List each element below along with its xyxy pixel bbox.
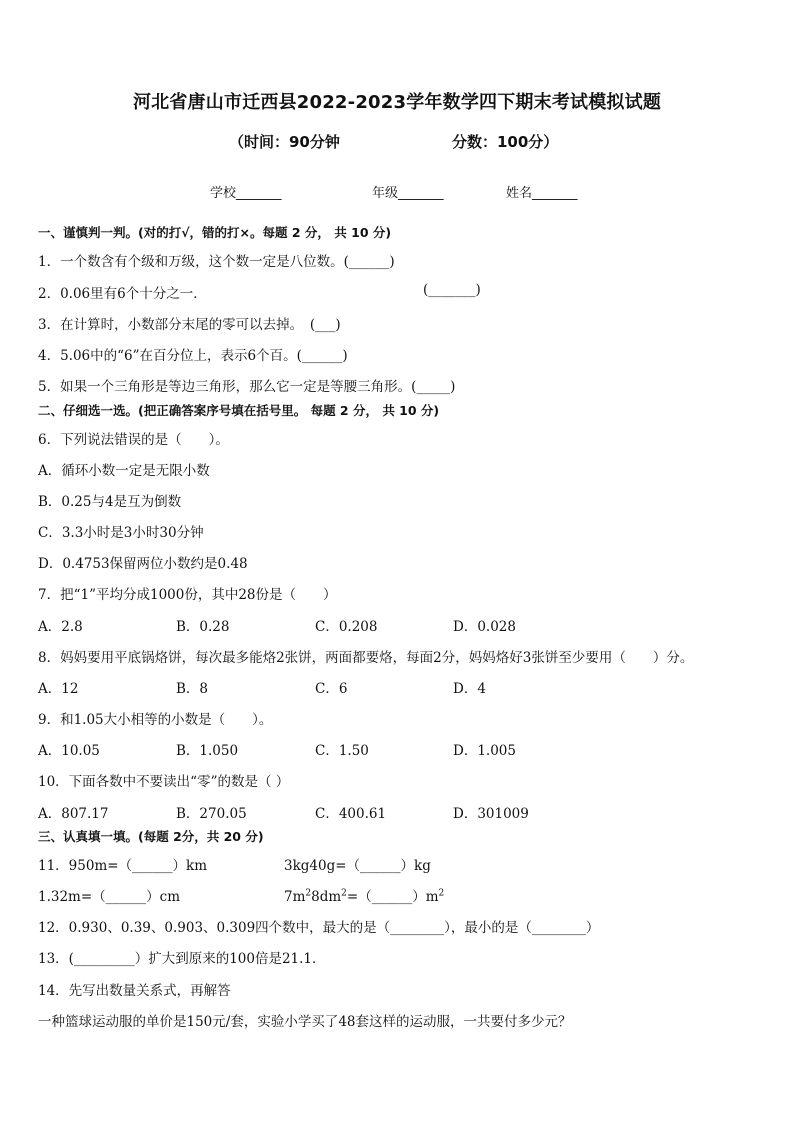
q9-option-b: B．1.050 — [176, 743, 239, 759]
question-6: 6．下列说法错误的是（ ）。 — [38, 432, 229, 448]
q9-option-c: C．1.50 — [315, 743, 369, 759]
question-10: 10．下面各数中不要读出“零”的数是（ ） — [38, 774, 290, 790]
q7-option-d: D．0.028 — [453, 619, 516, 635]
question-9: 9．和1.05大小相等的小数是（ ）。 — [38, 712, 273, 728]
q11d-sup1: 2 — [305, 888, 312, 899]
school-field: 学校_______ — [210, 186, 282, 201]
question-11b: 3kg40g=（______）kg — [284, 858, 431, 874]
exam-time: （时间：90分钟 — [229, 133, 340, 151]
question-4: 4．5.06中的“6”在百分位上，表示6个百。(______) — [38, 348, 348, 364]
question-8: 8．妈妈要用平底锅烙饼，每次最多能烙2张饼，两面都要烙，每面2分，妈妈烙好3张饼至少要用（ ）分。 — [38, 650, 694, 666]
q11d-sup3: 2 — [438, 888, 445, 899]
q8-option-d: D．4 — [453, 681, 486, 697]
question-11d — [284, 885, 444, 905]
q11d-part3: =（______）m — [346, 889, 439, 905]
section1-heading: 一、谨慎判一判。(对的打√，错的打×。每题 2 分， 共 10 分) — [38, 225, 392, 240]
question-1: 1．一个数含有个级和万级，这个数一定是八位数。(______) — [38, 254, 395, 270]
q9-option-d: D．1.005 — [453, 743, 516, 759]
grade-field: 年级_______ — [372, 186, 444, 201]
name-field: 姓名_______ — [506, 186, 578, 201]
q6-option-d: D．0.4753保留两位小数约是0.48 — [38, 556, 248, 572]
section2-heading: 二、仔细选一选。(把正确答案序号填在括号里。 每题 2 分， 共 10 分) — [38, 403, 440, 418]
question-12: 12．0.930、0.39、0.903、0.309四个数中，最大的是（________），最小的是（________） — [38, 920, 600, 936]
q6-option-c: C．3.3小时是3小时30分钟 — [38, 525, 204, 541]
q8-option-b: B．8 — [176, 681, 209, 697]
q6-option-a: A．循环小数一定是无限小数 — [38, 463, 210, 479]
q10-option-c: C．400.61 — [315, 806, 387, 822]
question-2-blank: (_______) — [423, 282, 481, 298]
question-2: 2．0.06里有6个十分之一． — [38, 286, 207, 302]
question-14-text: 一种篮球运动服的单价是150元/套，实验小学买了48套这样的运动服，一共要付多少元？ — [38, 1014, 572, 1030]
q10-option-b: B．270.05 — [176, 806, 247, 822]
q7-option-c: C．0.208 — [315, 619, 378, 635]
q11d-sup2: 2 — [341, 888, 347, 899]
q11d-part1: 7m — [284, 889, 306, 905]
question-7: 7．把“1”平均分成1000份，其中28份是（ ） — [38, 587, 337, 603]
q8-option-a: A．12 — [38, 681, 79, 697]
question-14: 14．先写出数量关系式，再解答 — [38, 983, 231, 999]
question-11c: 1.32m=（______）cm — [38, 889, 181, 905]
q6-option-b: B．0.25与4是互为倒数 — [38, 494, 182, 510]
question-5: 5．如果一个三角形是等边三角形，那么它一定是等腰三角形。(_____) — [38, 379, 456, 395]
q8-option-c: C．6 — [315, 681, 348, 697]
exam-score: 分数：100分） — [452, 133, 559, 151]
q11d-part2: 8dm — [311, 889, 342, 905]
q10-option-d: D．301009 — [453, 806, 529, 822]
q7-option-b: B．0.28 — [176, 619, 230, 635]
q7-option-a: A．2.8 — [38, 619, 83, 635]
question-13: 13．(_________）扩大到原来的100倍是21.1． — [38, 951, 326, 967]
section3-heading: 三、认真填一填。(每题 2分，共 20 分) — [38, 829, 264, 844]
q10-option-a: A．807.17 — [38, 806, 109, 822]
question-11a: 11．950m=（______）km — [38, 858, 208, 874]
exam-title: 河北省唐山市迁西县2022-2023学年数学四下期末考试模拟试题 — [132, 92, 662, 113]
q9-option-a: A．10.05 — [38, 743, 100, 759]
question-3: 3．在计算时，小数部分末尾的零可以去掉。 (___) — [38, 317, 341, 333]
